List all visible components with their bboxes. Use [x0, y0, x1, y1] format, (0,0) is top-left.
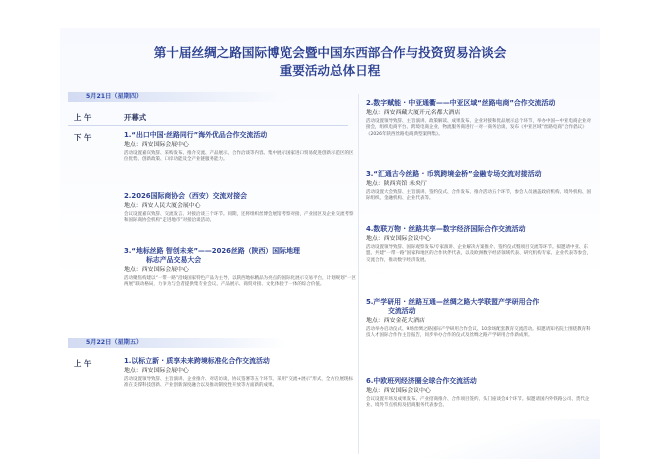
event-location: 地点：西安国际会展中心 [124, 267, 189, 273]
event-title: 1.“出口中国·丝路同行”海外优品合作交流活动 [124, 131, 268, 139]
event-description: 活动举办启动仪式、9场丝绸之路国际产学研用合作会议、10余场配套教育交流活动。拟邀请知名院士围绕教育科技人才国际合作作主旨报告，同步举办合作的仪式及丝绸之路产学研用合作新成果。 [366, 327, 591, 339]
event-location: 地点：西安金花大酒店 [366, 318, 425, 324]
column-divider [358, 94, 359, 454]
event-description: 活动设置嘉宾致辞、采购发布、推介交流、产品展示、合作洽谈等内容。集中展示国家进口贸易促进创新示范区的区位优势、创新政策、口岸功能及全产业链服务能力。 [124, 151, 354, 163]
event-item [366, 377, 594, 410]
decorative-corner [400, 419, 600, 459]
event-location: 地点：西安西藏大厦开元名都大酒店 [366, 110, 461, 116]
event-item [366, 225, 594, 264]
event-title: 3.“地标丝路 智创未来”——2026丝路（陕西）国际地理 [124, 247, 300, 255]
event-description: 活动设置领导致辞、主旨演讲、政策解读、成果发布、企业对接和优品展示总个环节，举办中国—中亚电商企业对接会，组织电商平台、跨境电商企业，物流服务商进行一对一商务洽谈，发布《中亚区域“丝路电商”合作倡议》《2026年陕西丝路电商典型案例集》。 [366, 119, 591, 137]
event-item [366, 298, 594, 340]
opening-ceremony: 开幕式 [124, 113, 147, 122]
event-title-cont: 标志产品交易大会 [146, 256, 202, 264]
schedule-page [60, 28, 600, 459]
event-title: 5.产学研用 · 丝路互通—丝绸之路大学联盟产学研用合作 [366, 298, 540, 306]
event-location: 地点：陕西宾馆 未央厅 [366, 181, 427, 187]
event-title: 1.以标立新 · 质享未来跨境标准化合作交流活动 [124, 357, 270, 365]
event-item [124, 247, 356, 289]
date-bar-day2: 5月22日（星期五） [68, 338, 286, 348]
event-location: 地点：西安国际会议中心 [366, 236, 431, 242]
event-item [124, 357, 356, 390]
page-title: 第十届丝绸之路国际博览会暨中国东西部合作与投资贸易洽谈会 [153, 45, 507, 60]
slot-divider [68, 125, 348, 126]
event-title: 6.中欧班列经济圈全球合作交流活动 [366, 377, 477, 385]
slot-label-am-day2: 上 午 [74, 359, 92, 368]
event-description: 会议设置开场及成果发布、产业招商推介、合作项目签约、头门座谈会4个环节。拟邀请国内外铁路公司、货代企业、境外节点机构及招商服务代表参会。 [366, 397, 590, 409]
event-title: 4.数联万物 · 丝路共享—数字经济国际合作交流活动 [366, 225, 526, 233]
event-item [366, 170, 594, 203]
event-item [124, 192, 356, 225]
slot-label-am-day1: 上 午 [74, 113, 92, 122]
event-location: 地点：西安国际会展中心 [124, 368, 189, 374]
event-item [124, 131, 356, 164]
event-item [366, 99, 594, 138]
date-bar-day1: 5月21日（星期四） [68, 92, 286, 102]
event-title: 3.“汇通古今丝路 · 币筑跨境金桥”金融专场交流对接活动 [366, 170, 542, 178]
page-subtitle: 重要活动总体日程 [279, 63, 381, 78]
event-location: 地点：西安人民大厦会展中心 [124, 203, 201, 209]
event-location: 地点：西安国际会展中心 [124, 142, 189, 148]
event-location: 地点：西安国际会议中心 [366, 388, 431, 394]
event-title: 2.2026国际商协会（西安）交流对接会 [124, 192, 248, 200]
event-description: 活动设置领导致辞、国际观察发布/专家演讲、企业解决方案推介、签约仪式暨项目交流等环节。拟邀请中亚、东盟、共建“一带一路”国家和地区的合作伙伴代表，以及欧洲数字经济领域代表、研究机构专家、企业代表等参会，交流合作，推动数字经济发展。 [366, 245, 592, 263]
event-description: 活动聚焦构建以“一带一路”沿线国家特色产品为主导，以陕西地标精品为亮点的国际化展示交易平台，计划规划“一区两展”联动格局，力争为与会者提供集专业会议、产品展示、商贸对接、文化体验于一体的综合价值。 [124, 276, 356, 288]
event-description: 会议设置嘉宾致辞、交流发言、对接洽谈三个环节。同期，还将组织丝博会展馆考察对接，产业园区及企业交流考察和国际商协会机构“走进地市”对接洽谈活动。 [124, 212, 354, 224]
event-title-cont: 交流活动 [388, 307, 416, 315]
event-title: 2.数字赋能 · 中亚通衢——中亚区域“丝路电商”合作交流活动 [366, 99, 556, 107]
event-description: 活动设置大会致辞、主旨演讲、签约仪式、合作发布、推介活动五个环节，参会人员涵盖政府机构、境外机构、国际组织、金融机构、企业代表等。 [366, 190, 591, 202]
event-description: 活动设置领导致辞、主旨演讲、企业推介、对话访谈、协议签署等五个环节。采用“交流+展示”形式，全方位展现标准在支撑科技创新、产业创新深度融合以及推动制度性开放等方面新的成果。 [124, 377, 353, 389]
slot-label-pm-day1: 下 午 [74, 133, 92, 142]
